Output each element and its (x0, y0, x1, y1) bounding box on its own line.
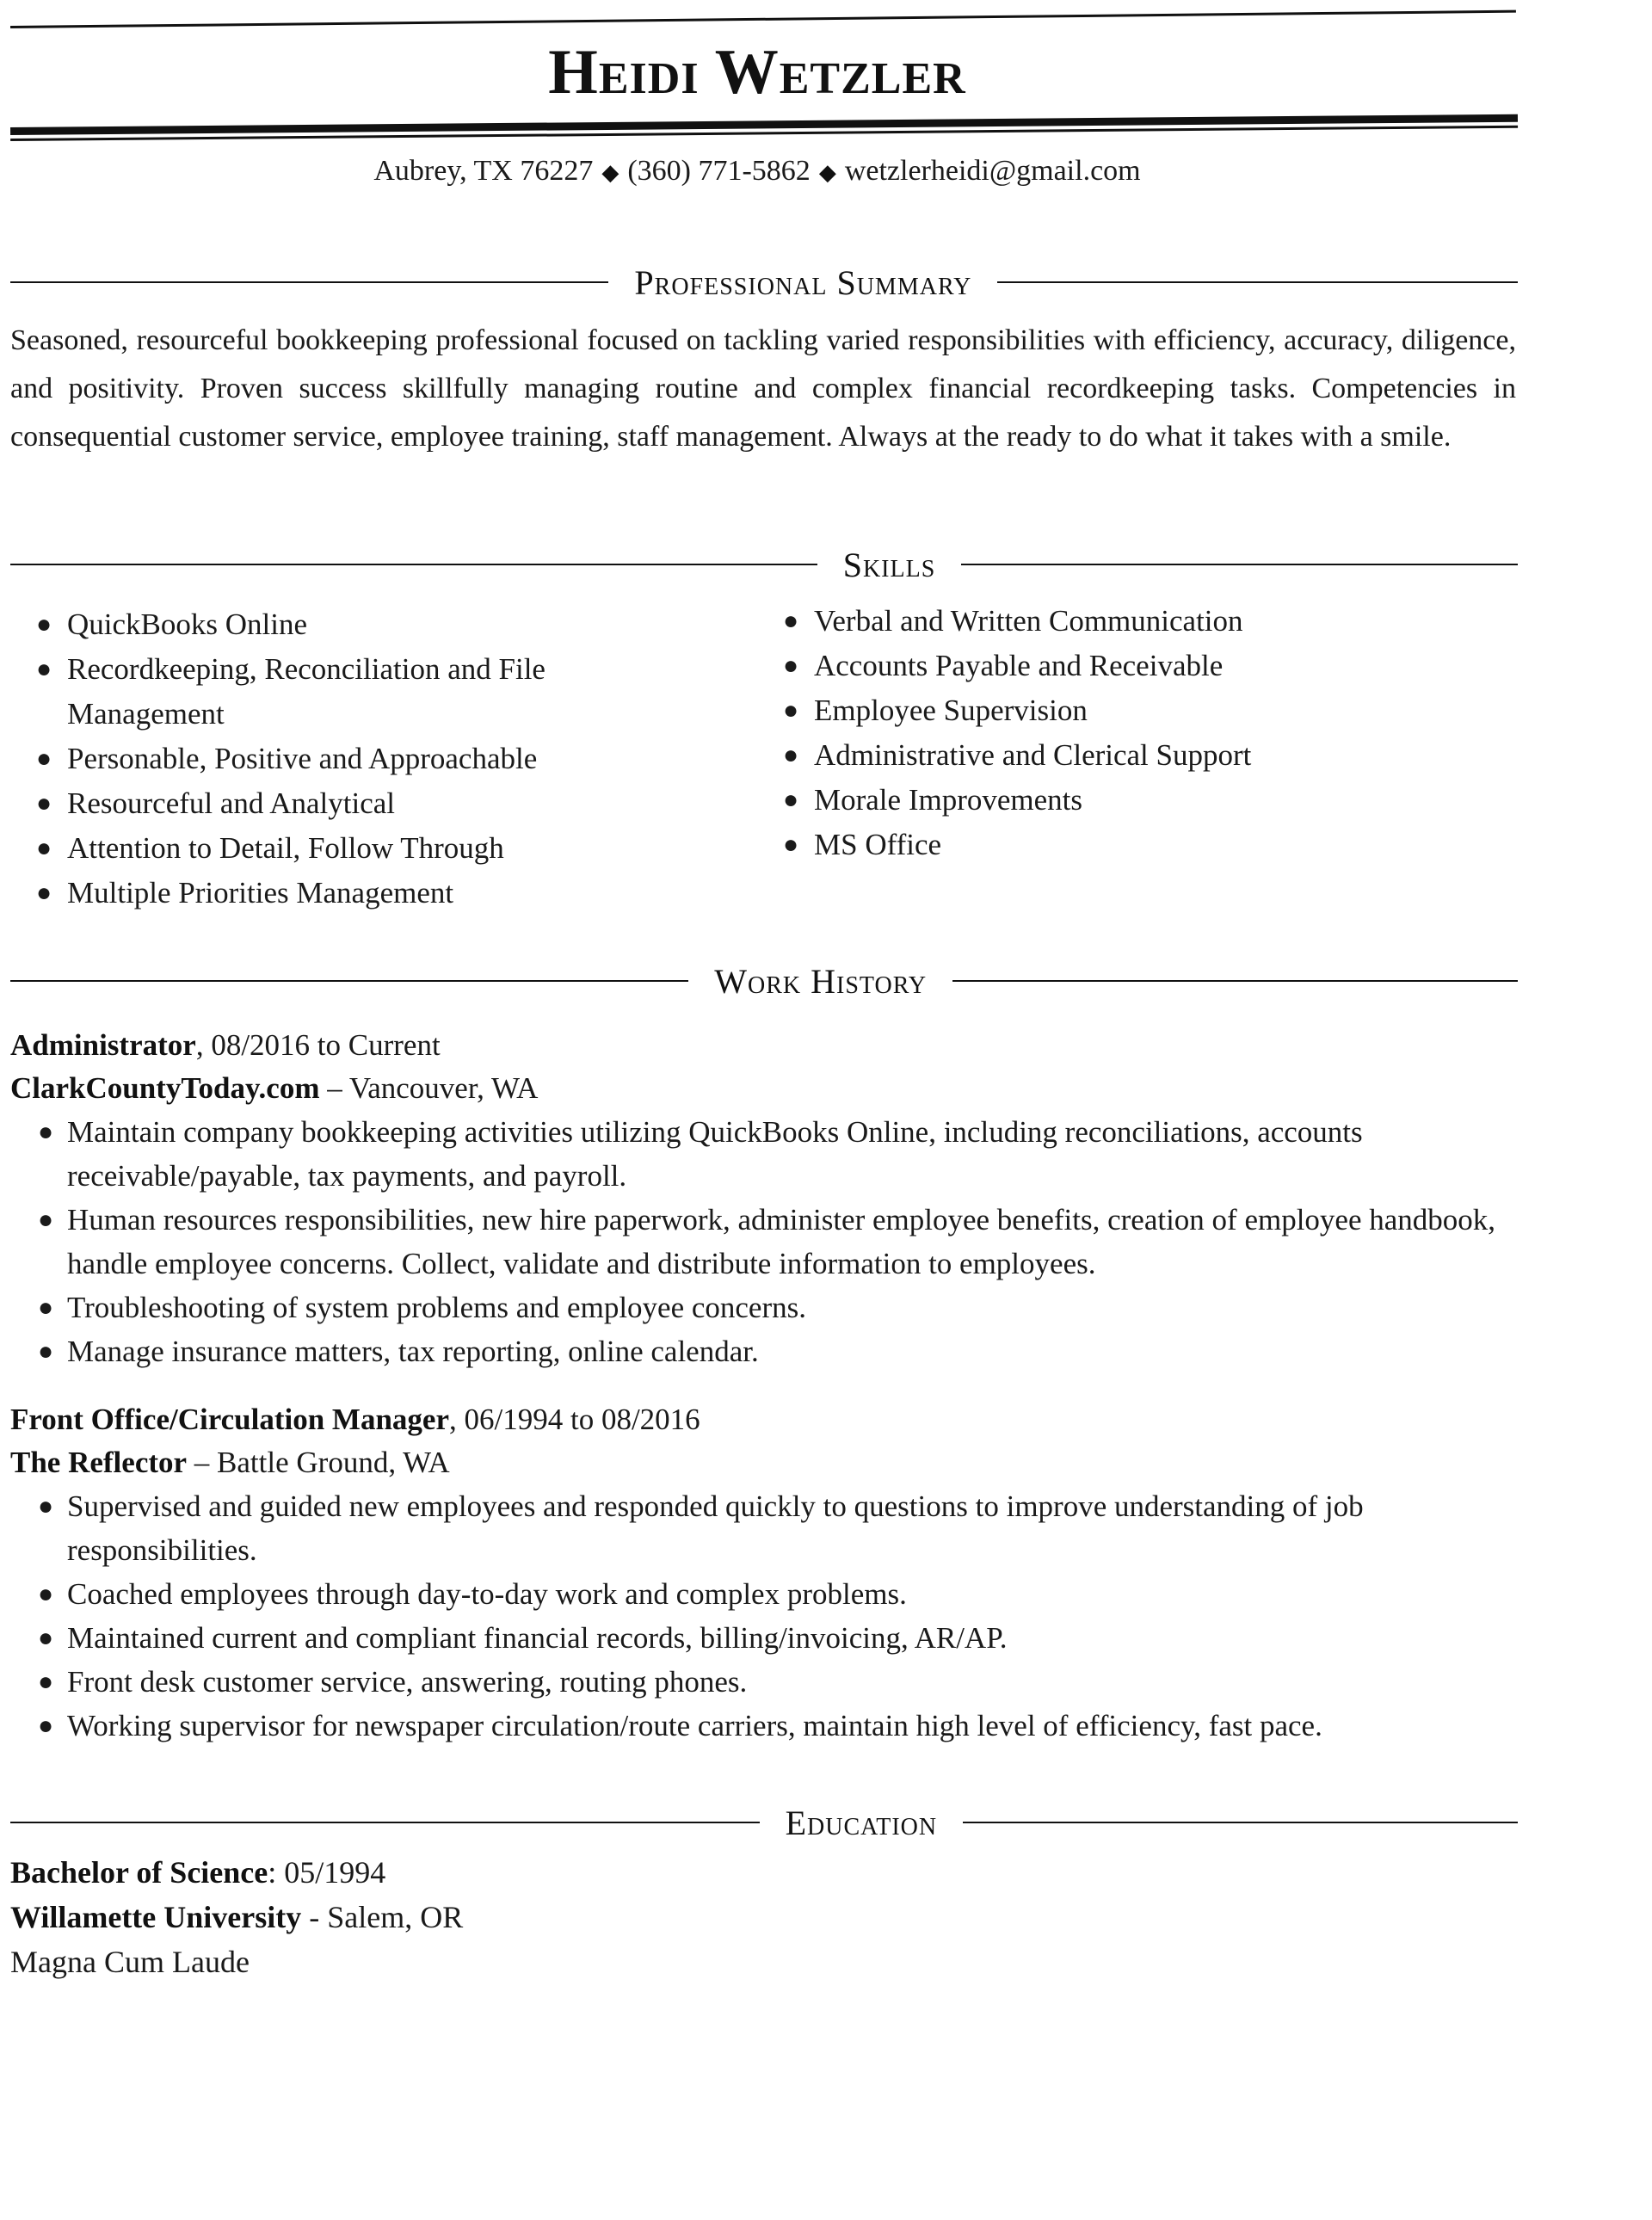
education-heading: Education (785, 1803, 938, 1842)
skill-item: ● Accounts Payable and Receivable (757, 644, 1532, 688)
skills-heading: Skills (842, 545, 936, 584)
bullet-icon: ● (783, 696, 799, 725)
job-dates: , 08/2016 to Current (195, 1028, 441, 1062)
skill-item: ● Morale Improvements (757, 778, 1532, 823)
bullet-icon: ● (783, 741, 799, 769)
bullet-icon: ● (38, 1624, 54, 1652)
job-title-line (10, 1398, 1516, 1441)
skill-item: ● Multiple Priorities Management (10, 871, 595, 916)
summary-text: Seasoned, resourceful bookkeeping professional focused on tackling varied responsibilities with efficiency, accuracy, diligence, and positivity. Proven success skillfully managing routine and complex financial recordkeeping tasks. Competencies in consequential customer service, employee training, staff management. Always at the ready to do what it takes with a smile. (10, 324, 1516, 453)
skill-item: ● Administrative and Clerical Support (757, 733, 1532, 778)
bullet-icon: ● (36, 879, 52, 907)
bullet-icon: ● (783, 786, 799, 814)
job-bullet: ● Maintain company bookkeeping activities utilizing QuickBooks Online, including reconciliations, accounts receivable/payable, tax payments, and payroll. (10, 1110, 1516, 1198)
job-bullet: ● Front desk customer service, answering, routing phones. (10, 1660, 1516, 1704)
job-title: Front Office/Circulation Manager (10, 1403, 449, 1436)
job-bullet: ● Human resources responsibilities, new hire paperwork, administer employee benefits, creation of employee handbook, handle employee concerns. Collect, validate and distribute information to employees. (10, 1198, 1516, 1286)
job-title-line (10, 1024, 1516, 1067)
job-location: – Vancouver, WA (319, 1071, 539, 1105)
header-double-rule (10, 114, 1518, 141)
top-rule (10, 10, 1516, 28)
job-bullet: ● Coached employees through day-to-day work and complex problems. (10, 1572, 1516, 1616)
job-entry (10, 1024, 1516, 1373)
bullet-icon: ● (38, 1668, 54, 1696)
contact-phone: (360) 771-5862 (627, 155, 811, 187)
job-bullet: ● Supervised and guided new employees and responded quickly to questions to improve understanding of job responsibilities. (10, 1484, 1516, 1572)
section-heading-education (10, 1798, 1518, 1847)
bullet-icon: ● (38, 1580, 54, 1608)
diamond-separator-icon: ◆ (818, 160, 836, 185)
skills-list-right (757, 599, 1532, 867)
contact-line (0, 155, 1514, 188)
job-bullets (10, 1484, 1516, 1748)
skill-item: ● Employee Supervision (757, 688, 1532, 733)
job-dates: , 06/1994 to 08/2016 (449, 1403, 700, 1436)
skill-item: ● Personable, Positive and Approachable (10, 737, 595, 781)
job-bullet: ● Maintained current and compliant financial records, billing/invoicing, AR/AP. (10, 1616, 1516, 1660)
skill-item: ● Resourceful and Analytical (10, 781, 595, 826)
section-heading-summary (10, 258, 1518, 306)
education-date: : 05/1994 (268, 1855, 386, 1890)
job-company-line (10, 1067, 1516, 1110)
education-school: Willamette University (10, 1900, 302, 1934)
job-company: The Reflector (10, 1446, 188, 1479)
skill-item: ● MS Office (757, 823, 1532, 867)
bullet-icon: ● (38, 1206, 54, 1234)
section-heading-skills (10, 540, 1518, 589)
job-bullet: ● Manage insurance matters, tax reporting, online calendar. (10, 1329, 1516, 1373)
bullet-icon: ● (36, 789, 52, 817)
job-company-line (10, 1441, 1516, 1484)
education-degree-line (10, 1850, 1473, 1895)
bullet-icon: ● (38, 1711, 54, 1740)
education-degree: Bachelor of Science (10, 1855, 268, 1890)
job-entry (10, 1398, 1516, 1748)
candidate-name: Heidi Wetzler (548, 37, 966, 108)
work-heading: Work History (714, 961, 928, 1001)
education-location: - Salem, OR (301, 1900, 464, 1934)
summary-heading: Professional Summary (634, 262, 972, 302)
bullet-icon: ● (783, 651, 799, 680)
bullet-icon: ● (36, 610, 52, 638)
bullet-icon: ● (36, 834, 52, 862)
contact-email: wetzlerheidi@gmail.com (844, 155, 1141, 187)
skill-item: ● QuickBooks Online (10, 602, 595, 647)
diamond-separator-icon: ◆ (601, 160, 620, 185)
skills-list-left (10, 602, 595, 916)
job-title: Administrator (10, 1028, 196, 1062)
bullet-icon: ● (783, 607, 799, 635)
bullet-icon: ● (38, 1118, 54, 1146)
job-bullet: ● Troubleshooting of system problems and employee concerns. (10, 1286, 1516, 1329)
contact-location: Aubrey, TX 76227 (373, 155, 594, 187)
job-company: ClarkCountyToday.com (10, 1071, 320, 1105)
bullet-icon: ● (783, 830, 799, 859)
job-bullets (10, 1110, 1516, 1373)
education-honor: Magna Cum Laude (10, 1945, 250, 1979)
bullet-icon: ● (38, 1293, 54, 1322)
job-bullet: ● Working supervisor for newspaper circulation/route carriers, maintain high level of efficiency, fast pace. (10, 1704, 1516, 1748)
bullet-icon: ● (36, 655, 52, 683)
section-heading-work (10, 957, 1518, 1005)
bullet-icon: ● (38, 1492, 54, 1520)
skill-item: ● Recordkeeping, Reconciliation and File Management (10, 647, 595, 737)
skill-item: ● Attention to Detail, Follow Through (10, 826, 595, 871)
education-school-line (10, 1895, 1473, 1939)
bullet-icon: ● (36, 744, 52, 773)
skill-item: ● Verbal and Written Communication (757, 599, 1532, 644)
bullet-icon: ● (38, 1337, 54, 1366)
education-entry (10, 1850, 1473, 1984)
job-location: – Battle Ground, WA (187, 1446, 450, 1479)
